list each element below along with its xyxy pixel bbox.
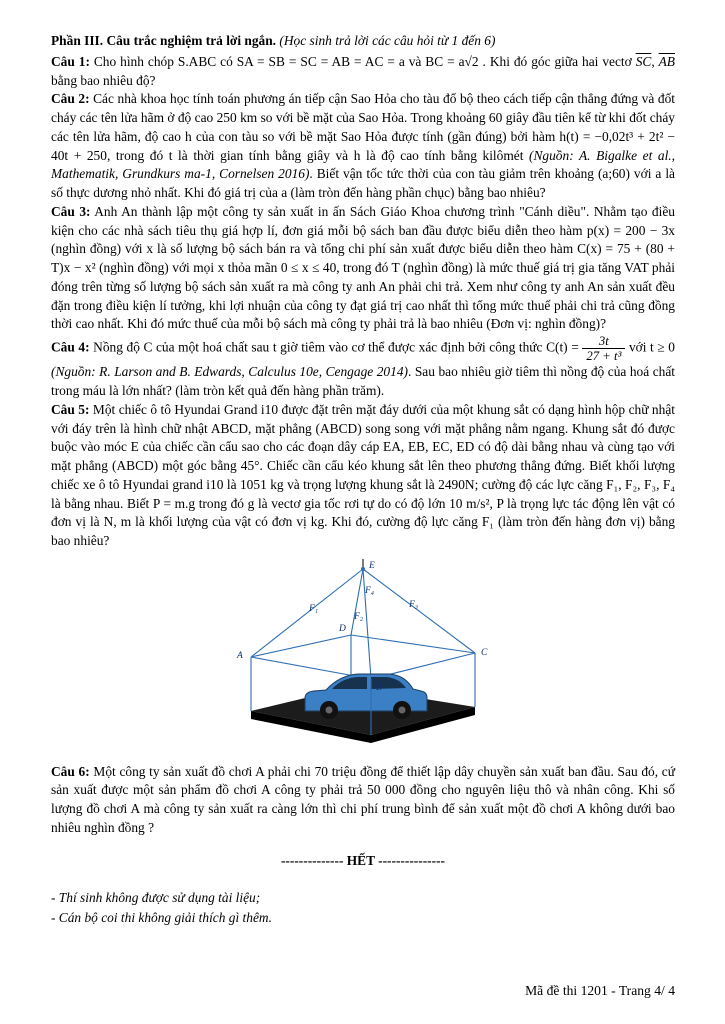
note-no-materials: - Thí sinh không được sử dụng tài liệu; [51, 889, 261, 905]
question-1-text: Cho hình chóp S.ABC có SA = SB = SC = AB = AC = a và BC = a√2 . Khi đó góc giữa hai vectơ [93, 53, 636, 69]
label-f3: F₃ [409, 599, 419, 610]
question-3-text: Anh An thành lập một công ty sản xuất in ấn Sách Giáo Khoa chương trình "Cánh diều". Nhằm tạo điều kiện cho các nhà sách tiêu thụ giá hợp lí, đơn giá mỗi bộ sách ban đầu được biểu diễn theo hàm p(x) = 200 − 3x (nghìn đồng) với x là số lượng bộ sách bán ra và tổng chi phí sản xuất được biểu diễn theo hàm C(x) = 75 + (80 + T)x − x² (nghìn đồng) với mọi x thỏa mãn 0 ≤ x ≤ 40, trong đó T (nghìn đồng) là mức thuế giá trị gia tăng VAT phải đóng trên từng số lượng bộ sách sản xuất ra mà công ty anh An phải chi trả. Xem như công ty anh An sản xuất đều đặn trong điều kiện lí tưởng, khi lợi nhuận của công ty đạt giá trị cao nhất thì tổng mức thuế phải chi trả cũng đồng thời cao nhất. Khi đó mức thuế của mỗi bộ sách mà công ty phải trả là bao nhiêu (Đơn vị: nghìn đồng)? [51, 203, 675, 332]
label-e: E [369, 560, 375, 571]
question-4-text-end: . Sau bao nhiêu giờ tiêm thì nồng độ của hoá chất trong máu là lớn nhất? (làm tròn kết quả đến hàng phần trăm). [51, 364, 675, 399]
question-5 [51, 401, 675, 551]
car-hubcap-front [326, 706, 333, 713]
vector-separator: , [651, 53, 659, 69]
label-d: D [339, 623, 346, 634]
het-divider: -------------- HẾT --------------- [280, 852, 446, 868]
question-4 [51, 334, 675, 401]
cable-ed [351, 569, 363, 635]
label-b: B [376, 682, 382, 693]
question-4-label: Câu 4: [51, 339, 90, 355]
question-4-source: (Nguồn: R. Larson and B. Edwards, Calculus 10e, Cengage 2014) [51, 364, 408, 380]
frame-top-face [251, 635, 475, 679]
exam-notes [51, 887, 675, 931]
question-4-text: Nồng độ C của một hoá chất sau t giờ tiêm vào cơ thể được xác định bởi công thức C(t) = [93, 339, 583, 355]
section-title: Phần III. Câu trắc nghiệm trả lời ngắn. [51, 33, 277, 48]
question-5-text: Một chiếc ô tô Hyundai Grand i10 được đặt trên mặt đáy dưới của một khung sắt có dạng hình hộp chữ nhật với đáy trên là hình chữ nhật ABCD, mặt phẳng (ABCD) song song với mặt phẳng nằm ngang. Khung sắt đó được buộc vào móc E của chiếc cần cẩu sao cho các đoạn dây cáp EA, EB, EC, ED có độ dài bằng nhau và cùng tạo với mặt phẳng (ABCD) một góc bằng 45°. Chiếc cần cẩu kéo khung sắt lên theo phương thẳng đứng. Biết khối lượng chiếc xe ô tô Hyundai grand i10 là 1051 kg và trọng lượng khung sắt là 2490N; cường độ các lực căng F₁, F₂, F₃, F₄ là bằng nhau. Biết P = m.g trong đó g là vectơ gia tốc rơi tự do có độ lớn 10 m/s², P là trọng lực tác động lên vật có đơn vị là N, m là khối lượng của vật có đơn vị kg. Khi đó, cường độ lực căng F₁ (làm tròn đến hàng đơn vị) bằng bao nhiêu? [51, 401, 675, 549]
label-f1: F₁ [309, 603, 319, 614]
question-5-label: Câu 5: [51, 401, 90, 417]
question-1-label: Câu 1: [51, 53, 90, 69]
question-3-label: Câu 3: [51, 203, 91, 219]
question-2-source: (Nguồn: A. Bigalke et al., Mathematik, Grundkurs ma-1, Cornelsen 2016) [51, 147, 675, 182]
crane-figure-svg [213, 557, 513, 749]
question-2 [51, 90, 675, 203]
cable-ea [251, 569, 363, 657]
section-note: (Học sinh trả lời các câu hỏi từ 1 đến 6) [279, 33, 496, 48]
page-footer: Mã đề thi 1201 - Trang 4/ 4 [525, 982, 675, 998]
question-1 [51, 53, 675, 91]
label-a: A [237, 650, 243, 661]
question-3 [51, 203, 675, 334]
question-6 [51, 763, 675, 838]
car-hubcap-rear [399, 706, 406, 713]
note-no-explanation: - Cán bộ coi thi không giải thích gì thêm. [51, 910, 272, 926]
crane-figure [51, 557, 675, 755]
question-1-text-end: bằng bao nhiêu độ? [51, 72, 156, 88]
question-2-label: Câu 2: [51, 91, 90, 107]
vector-ab: $\overline{AB}$ [658, 53, 675, 69]
label-f4: F₄ [365, 585, 375, 596]
question-6-label: Câu 6: [51, 763, 90, 779]
question-2-text: Các nhà khoa học tính toán phương án tiếp cận Sao Hỏa cho tàu đổ bộ theo cách tiếp cận thẳng đứng và đốt cháy các tên lửa hãm ở độ cao 250 km so với bề mặt của Sao Hỏa. Trong khoảng 60 giây đầu tiên kể từ khi đốt cháy các tên lửa hãm, độ cao h của con tàu so với bề mặt Sao Hỏa được tính (gần đúng) bởi hàm h(t) = −0,02t³ + 2t² − 40t + 250, trong đó t là thời gian tính bằng giây và h là độ cao tính bằng kilômét [51, 91, 675, 163]
question-6-text: Một công ty sản xuất đồ chơi A phải chi 70 triệu đồng để thiết lập dây chuyền sản xuất ban đầu. Sau đó, cứ sản xuất được một sản phẩm đồ chơi A công ty phải trả 50 000 đồng cho nguyên liệu thô và nhân công. Khi số lượng đồ chơi A mà công ty sản xuất ra càng lớn thì chi phí trung bình để sản xuất một đồ chơi A không dưới bao nhiêu nghìn đồng ? [51, 763, 675, 835]
section-header [51, 32, 675, 51]
label-c: C [481, 647, 488, 658]
spacer [51, 930, 675, 981]
fraction-denominator: 27 + t³ [586, 349, 622, 364]
question-4-text-mid: với t ≥ 0 [625, 339, 675, 355]
fraction-numerator: 3t [582, 334, 625, 349]
cable-ec [363, 569, 475, 653]
question-2-text-end: . Biết vận tốc tức thời của con tàu giảm trên khoảng (a;60) với a là số thực dương nhỏ nhất. Khi đó giá trị của a (làm tròn đến hàng phần chục) bằng bao nhiêu? [51, 166, 675, 201]
fraction [582, 334, 625, 363]
vector-sc: $\overline{SC}$ [635, 53, 652, 69]
label-f2: F₂ [354, 611, 364, 622]
